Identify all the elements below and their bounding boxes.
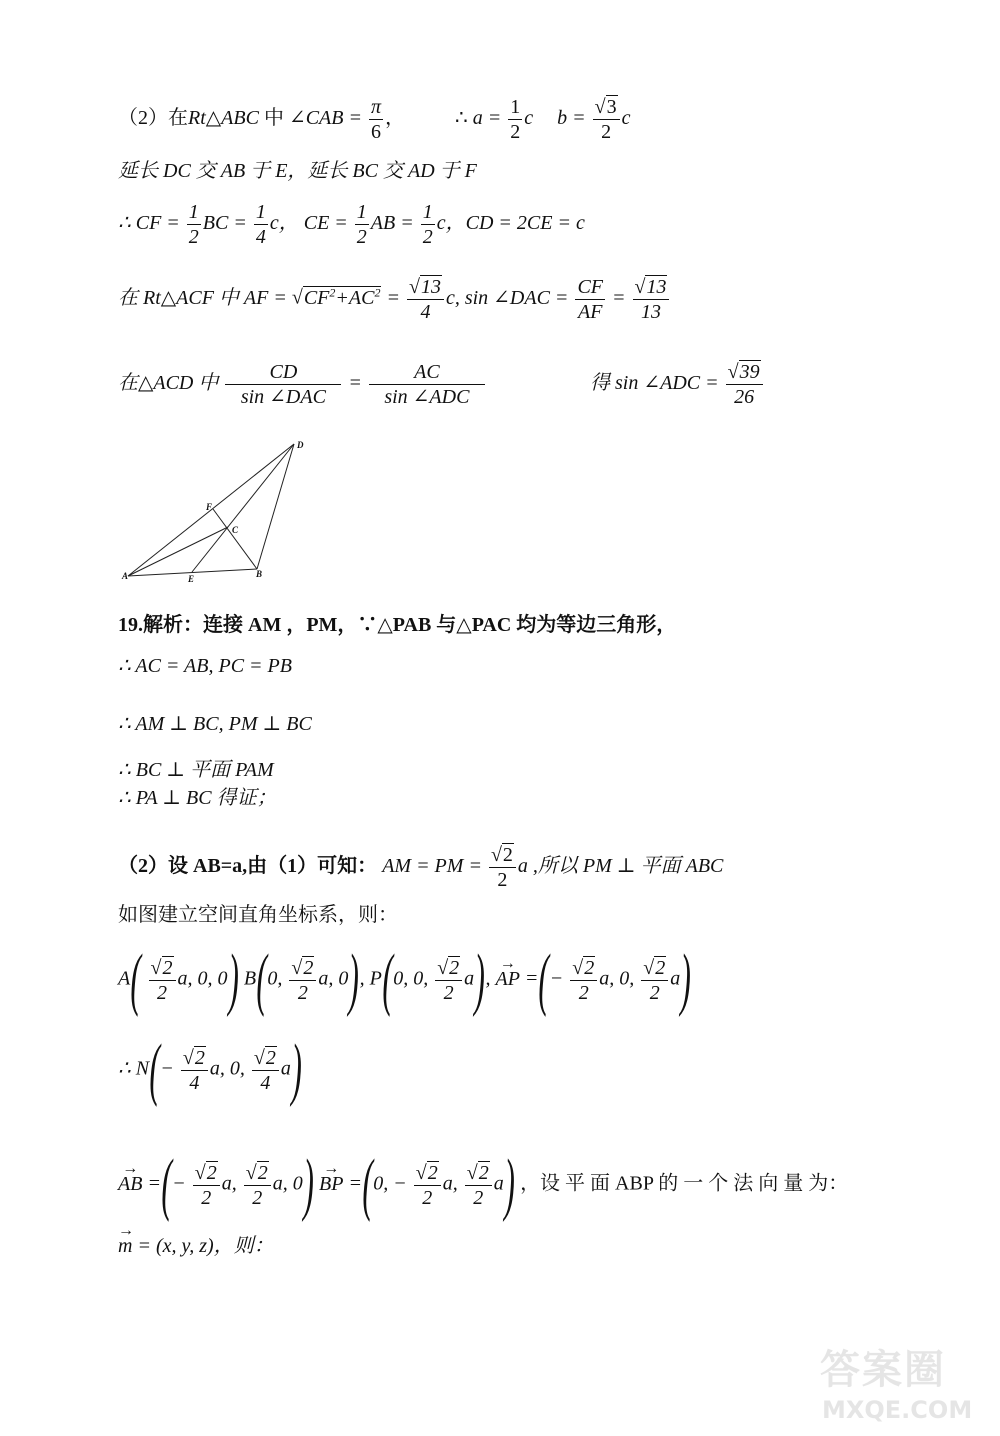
q19-line4: ∴ PA ⊥ BC 得证；: [118, 787, 277, 809]
label-d: D: [297, 440, 304, 450]
frac-sqrt3-2: $\frac{√3}{2}$: [593, 95, 620, 144]
frac-1-2: $\frac{1}{2}$: [510, 96, 521, 143]
vector-ap: → AP: [495, 966, 519, 992]
label-f: F: [206, 502, 213, 512]
vector-bp: → BP: [319, 1171, 343, 1197]
frac-pi-6: $\frac{\pi}{6}$: [370, 96, 381, 143]
part2-mid: 中: [263, 107, 284, 130]
label-e: E: [188, 574, 195, 584]
cf-line: ∴ CF = $\frac{1}{2}$ BC = $\frac{1}{4}$ c， CE = $\frac{1}{2}$ AB = $\frac{1}{2}$ c，CD = 2CE = c: [118, 201, 585, 248]
part2-line: （2）在Rt△ABC 中 ∠CAB = $\frac{\pi}{6}$ ， ∴ a = $\frac{1}{2}$ c b = $\frac{√3}{2}$ c: [118, 96, 631, 143]
extend-line: 延长 DC 交 AB 于 E，延长 BC 交 AD 于 F: [118, 160, 477, 182]
result-line: 得 sin ∠ADC = $\frac{√39}{26}$: [590, 360, 765, 409]
label-a: A: [122, 571, 129, 581]
n-line: ∴ N(− $\frac{√2}{4}$ a, 0, $\frac{√2}{4}$ a): [118, 1031, 302, 1108]
watermark-logo: 答案圈: [820, 1347, 946, 1393]
q19-line2: ∴ AM ⊥ BC, PM ⊥ BC: [118, 713, 312, 735]
q19-line1: ∴ AC = AB, PC = PB: [118, 655, 292, 677]
m-line: → m = (x, y, z)，则：: [118, 1233, 274, 1259]
rt-abc: Rt△ABC: [188, 107, 259, 130]
label-c: C: [232, 525, 239, 535]
vector-ab: → AB: [118, 1171, 142, 1197]
vector-m: → m: [118, 1233, 132, 1259]
line-ac: [128, 527, 228, 576]
coord-text: 如图建立空间直角坐标系，则：: [118, 904, 398, 926]
q19-part2: （2）设 AB=a,由（1）可知： AM = PM = $\frac{√2}{2}$ a ,所以 PM ⊥ 平面 ABC: [118, 844, 724, 891]
line-bd: [257, 444, 294, 569]
part2-intro: （2）在: [118, 107, 188, 130]
coords-line: A( $\frac{√2}{2}$ a, 0, 0) B(0, $\frac{√2}{2}$ a, 0), P(0, 0, $\frac{√2}{2}$ a), → AP =(− $\frac{√2}{2}$ a, 0, $\frac{√2}{2}$ a): [118, 950, 692, 1010]
vectors-line: → AB =(− $\frac{√2}{2}$ a, $\frac{√2}{2}$ a, 0) → BP =(0, − $\frac{√2}{2}$ a, $\frac{√2}{2}$ a) ，设 平 面 ABP 的 一 个 法 向 量 为：: [118, 1155, 848, 1215]
q19-heading: 19.解析：连接 AM ，PM，∵△PAB 与△PAC 均为等边三角形，: [118, 614, 677, 636]
label-b: B: [256, 569, 263, 579]
angle-cab: ∠CAB =: [288, 107, 362, 130]
acf-line: 在 Rt△ACF 中 AF = $√CF^2+AC^2$ = $\frac{√13}{4}$ c, sin ∠DAC = $\frac{CF}{AF}$ = $\frac{√13}{13}$: [118, 275, 671, 324]
geometry-figure: [110, 432, 320, 592]
watermark: [808, 1338, 988, 1430]
q19-line3: ∴ BC ⊥ 平面 PAM: [118, 759, 274, 781]
watermark-url: MXQE.COM: [822, 1396, 973, 1424]
acd-line: 在△ACD 中 CD sin ∠DAC = AC sin ∠ADC: [118, 360, 487, 409]
